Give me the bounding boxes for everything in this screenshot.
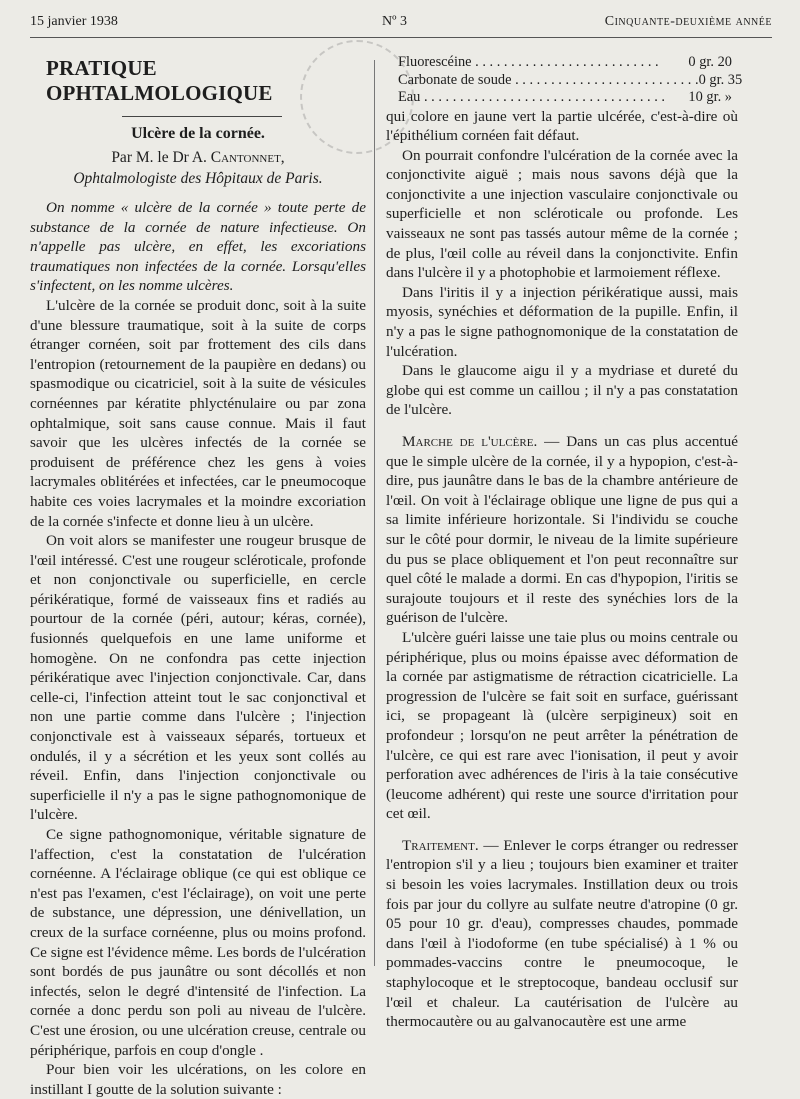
formula-row	[398, 71, 743, 90]
formula-row	[398, 89, 738, 107]
article-title: Ulcère de la cornée.	[131, 125, 265, 142]
issue-number: Nº 3	[382, 14, 407, 29]
ingredient-name: Fluorescéine . . . . . . . . . . . . . . . . . . . . . . . . . .	[398, 54, 659, 70]
ingredient-name: Eau . . . . . . . . . . . . . . . . . . . . . . . . . . . . . . . . . .	[398, 89, 666, 105]
paragraph: Pour bien voir les ulcérations, on les colore en instillant I goutte de la solution suivante :	[30, 1061, 366, 1098]
formula-table	[398, 54, 743, 107]
paragraph: On nomme « ulcère de la cornée » toute perte de substance de la cornée de nature infectieuse. On n'appelle pas ulcère, en effet, les excoriations traumatiques non infectées de la cornée. Lorsqu'elles s'infectent, on les nomme ulcères.	[30, 199, 366, 295]
page-header	[30, 14, 772, 36]
ingredient-quantity: 0 gr. 35	[698, 71, 743, 88]
header-rule	[30, 37, 772, 38]
paragraph-traitement: Traitement. — Enlever le corps étranger ou redresser l'entropion s'il y a lieu ; toujours bien examiner et traiter si besoin les voies lacrymales. Instillation deux ou trois fois par jour du collyre au sulfate neutre d'atropine (0 gr. 05 pour 10 gr. d'eau), compresses chaudes, pommade dans l'œil à l'iodoforme (en tube spécialisé) à 1 % ou pommades-vaccins contre le pneumocoque, le staphylocoque et le streptocoque, bandeau occlusif sur l'œil et chaleur. La cautérisation de l'ulcère au thermocautère ou au galvanocautère est une arme	[386, 836, 738, 1031]
section-gap	[386, 824, 738, 836]
issue-date: 15 janvier 1938	[30, 14, 118, 29]
right-column	[386, 54, 743, 1031]
section-rubric: PRATIQUE OPHTALMOLOGIQUE	[46, 56, 273, 105]
ingredient-name: Carbonate de soude . . . . . . . . . . . . . . . . . . . . . . . . . .	[398, 71, 699, 88]
author-affiliation: Ophtalmologiste des Hôpitaux de Paris.	[73, 170, 323, 187]
author-name: Cantonnet,	[210, 149, 285, 166]
paragraph: Dans l'iritis il y a injection périkératique aussi, mais myosis, synéchies et déformation de la pupille. Enfin, il n'y a pas le signe pathognomonique de la constatation de l'ulcération.	[386, 283, 738, 360]
paragraph-marche: Marche de l'ulcère. — Dans un cas plus accentué que le simple ulcère de la cornée, il y a hypopion, c'est-à-dire, pus jaunâtre dans le bas de la chambre antérieure de l'œil. On voit à l'éclairage oblique une ligne de pus qui a sa limite inférieure horizontale. Si l'individu se couche sur le côté pour dormir, le niveau de la limite supérieure du pus se place obliquement et l'on peut reconnaître sur quel côté le malade a dormi. En cas d'hypopion, l'iritis se surajoute toujours et il reste des synéchies lors de la guérison de l'ulcère.	[386, 433, 738, 627]
ingredient-quantity: 10 gr. »	[688, 89, 732, 105]
paragraph: On pourrait confondre l'ulcération de la cornée avec la conjonctivite aiguë ; mais nous savons déjà que la conjonctivite a une injection vasculaire conjonctivale ou superficielle et non scléroticale ou profonde. Les vaisseaux ne sont pas tassés autour même de la cornée ; de plus, l'œil colle au réveil dans la conjonctivite. Enfin dans l'ulcère il y a photophobie et larmoiement réflexe.	[386, 146, 738, 282]
paragraph: Ce signe pathognomonique, véritable signature de l'affection, c'est la constatation de l'ulcération cornéenne. A l'éclairage oblique (ce qui est oblique ce n'est pas l'examen, c'est l'éclairage), on voit une perte de substance, une dépression, une dénivellation, un creux de la surface cornéenne, plus ou moins profond. Ce signe est l'évidence même. Les bords de l'ulcération sont bordés de pus jaunâtre ou sont décollés et non infectés, selon le degré d'intensité de l'infection. La cornée a donc perdu son poli au niveau de l'ulcère. C'est une érosion, ou une ulcération creuse, centrale ou périphérique, parfois en coup d'ongle .	[30, 826, 366, 1059]
paragraph: L'ulcère de la cornée se produit donc, soit à la suite d'une blessure traumatique, soit à la suite de corps étranger cornéen, soit par frottement des cils dans l'entropion (retournement de la paupière en dedans) ou spasmodique ou cicatriciel, soit à la suite de vésicules cornéennes par kératite phlycténulaire ou par zona ophtalmique, soit sans cause connue. Mais il faut savoir que les ulcères infectés de la cornée se produisent de préférence chez les gens à voies lacrymales oblitérées et infectées, car le pneumocoque habite ces voies lacrymales et la moindre excoriation de la cornée s'infecte et donne lieu à un ulcère.	[30, 296, 366, 530]
column-divider	[374, 60, 375, 966]
left-column	[30, 50, 366, 1098]
section-heading-traitement: Traitement.	[402, 836, 479, 854]
section-gap	[386, 420, 738, 432]
ingredient-quantity: 0 gr. 20	[688, 54, 732, 70]
volume-year: Cinquante-deuxième année	[604, 14, 772, 29]
paragraph: On voit alors se manifester une rougeur brusque de l'œil intéressé. C'est une rougeur scléroticale, profonde et non conjonctivale ou superficielle, en cercle périkératique, formé de vaisseaux fins et radiés au pourtour de la cornée (péri, autour; kéras, cornée), fusionnés quelquefois en une lame uniforme et homogène. On ne confondra pas cette injection périkératique avec l'injection conjonctivale. Car, dans celle-ci, l'infection atteint tout le sac conjonctival et non une partie comme dans l'ulcère ; l'injection conjonctivale est à vaisseaux séparés, tortueux et ondulés, il y a sécrétion et les yeux sont collés au réveil. Enfin, dans l'injection conjonctivale ou superficielle il n'y a pas le signe pathognomonique de l'ulcère.	[30, 532, 366, 824]
byline-prefix: Par M. le Dr A.	[111, 149, 207, 166]
formula-row	[398, 54, 738, 72]
rubric-underline	[122, 116, 282, 117]
paragraph: Dans le glaucome aigu il y a mydriase et dureté du globe qui est comme un caillou ; il n'y a pas constatation de l'ulcère.	[386, 362, 738, 419]
article-byline	[30, 149, 366, 167]
paragraph: qui colore en jaune vert la partie ulcérée, c'est-à-dire où l'épithélium cornéen fait défaut.	[386, 107, 738, 145]
paragraph: L'ulcère guéri laisse une taie plus ou moins centrale ou périphérique, plus ou moins épaisse avec déformation de la cornée par astigmatisme de rétraction cicatricielle. La progression de l'ulcère se fait soit en surface, guérissant ici, se propageant là (ulcère serpigineux) soit en profondeur ; lorsqu'on ne peut arrêter la pénétration de l'ulcère, ce qui est rare avec l'ionisation, il peut y avoir perforation avec adhérences de l'iris à la taie consécutive (leucome adhérent) qui reste une source d'irritation pour cet œil.	[386, 628, 738, 823]
section-heading-marche: Marche de l'ulcère.	[402, 433, 538, 450]
